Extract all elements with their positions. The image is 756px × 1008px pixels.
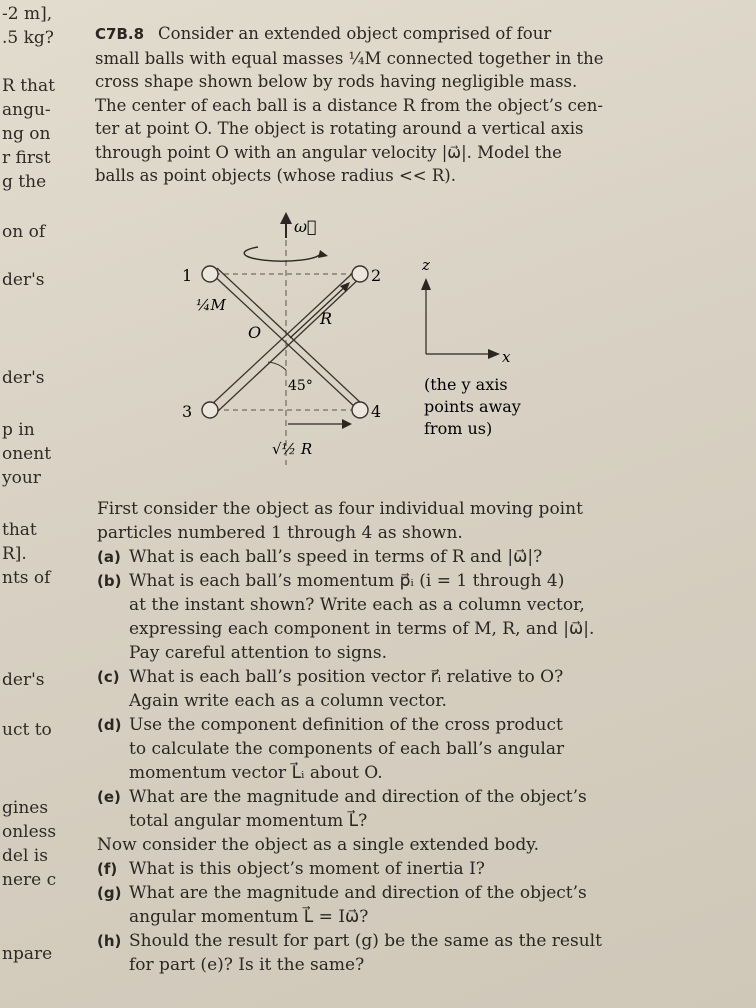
margin-fragment: ng on bbox=[2, 124, 51, 144]
question-f bbox=[97, 857, 742, 881]
question-label: (a) bbox=[97, 548, 121, 566]
ball-4 bbox=[352, 402, 368, 418]
margin-fragment: der's bbox=[2, 270, 45, 290]
margin-fragment: onless bbox=[2, 822, 57, 842]
intro-line: through point O with an angular velocity |ω⃗|. Model the bbox=[95, 142, 562, 162]
x-axis-label: x bbox=[502, 348, 511, 366]
question-line: for part (e)? Is it the same? bbox=[129, 955, 365, 975]
question-list-extended bbox=[97, 857, 742, 977]
margin-fragment: g the bbox=[2, 172, 47, 192]
intro-text: Consider an extended object comprised of four bbox=[158, 24, 552, 43]
rotation-indicator-head bbox=[318, 250, 328, 258]
ball-3-label: 3 bbox=[182, 402, 193, 421]
question-label: (f) bbox=[97, 860, 118, 878]
margin-fragment: your bbox=[2, 468, 41, 488]
question-a bbox=[97, 545, 742, 569]
question-line: What are the magnitude and direction of the object’s bbox=[129, 787, 587, 807]
question-line: What is each ball’s position vector r⃗ᵢ relative to O? bbox=[129, 667, 564, 687]
intro-line: cross shape shown below by rods having negligible mass. bbox=[95, 72, 578, 91]
angle-label: 45° bbox=[288, 378, 313, 394]
cross-shape-diagram bbox=[160, 210, 580, 490]
axis-note-line-2: points away bbox=[424, 397, 521, 416]
margin-fragment: uct to bbox=[2, 720, 52, 740]
margin-fragment: p in bbox=[2, 420, 35, 440]
question-line: What is this object’s moment of inertia I? bbox=[129, 859, 485, 879]
lead-line: First consider the object as four individual moving point bbox=[97, 499, 583, 519]
margin-fragment: on of bbox=[2, 222, 46, 242]
intro-line: ter at point O. The object is rotating around a vertical axis bbox=[95, 119, 584, 138]
problem-intro bbox=[95, 22, 735, 188]
question-c bbox=[97, 665, 742, 713]
margin-fragment: R that bbox=[2, 76, 55, 96]
z-axis-head bbox=[421, 278, 431, 290]
margin-fragment: r first bbox=[2, 148, 51, 168]
r-label: R bbox=[320, 309, 333, 328]
question-b bbox=[97, 569, 742, 665]
margin-fragment: onent bbox=[2, 444, 52, 464]
margin-fragment: .5 kg? bbox=[2, 28, 54, 48]
ball-3 bbox=[202, 402, 218, 418]
axis-note-line-3: from us) bbox=[424, 419, 493, 438]
question-h bbox=[97, 929, 742, 977]
question-line: Should the result for part (g) be the same as the result bbox=[129, 931, 602, 951]
margin-fragment: angu- bbox=[2, 100, 51, 120]
question-label: (e) bbox=[97, 788, 121, 806]
lead-paragraph bbox=[97, 497, 742, 545]
margin-fragment: nts of bbox=[2, 568, 51, 588]
ball-2 bbox=[352, 266, 368, 282]
rod-1-4-a bbox=[210, 272, 356, 408]
margin-fragment: gines bbox=[2, 798, 49, 818]
question-line: momentum vector L⃗ᵢ about O. bbox=[129, 763, 383, 783]
question-line: What is each ball’s momentum p⃗ᵢ (i = 1 through 4) bbox=[129, 571, 565, 591]
lead-line: particles numbered 1 through 4 as shown. bbox=[97, 523, 463, 543]
omega-arrowhead bbox=[280, 212, 292, 224]
question-label: (b) bbox=[97, 572, 122, 590]
question-line: at the instant shown? Write each as a column vector, bbox=[129, 595, 585, 615]
question-line: What is each ball’s speed in terms of R and |ω⃗|? bbox=[129, 547, 543, 567]
r-arrow bbox=[290, 284, 348, 338]
z-axis-label: z bbox=[422, 256, 430, 274]
question-line: What are the magnitude and direction of the object’s bbox=[129, 883, 587, 903]
ball-1-label: 1 bbox=[182, 266, 193, 285]
question-line: total angular momentum L⃗? bbox=[129, 811, 368, 831]
problem-questions bbox=[97, 497, 742, 977]
problem-number: C7B.8 bbox=[95, 25, 145, 43]
margin-fragment: that bbox=[2, 520, 37, 540]
question-label: (c) bbox=[97, 668, 120, 686]
angle-arc bbox=[268, 362, 286, 370]
previous-column-fragment bbox=[0, 0, 80, 1008]
problem-statement bbox=[95, 22, 735, 188]
margin-fragment: -2 m], bbox=[2, 4, 53, 24]
intro-line: small balls with equal masses ¼M connected together in the bbox=[95, 48, 604, 68]
transition-line: Now consider the object as a single extended body. bbox=[97, 835, 540, 855]
question-line: Pay careful attention to signs. bbox=[129, 643, 387, 663]
question-e bbox=[97, 785, 742, 833]
margin-fragment: der's bbox=[2, 368, 45, 388]
omega-label: ω⃗ bbox=[294, 217, 317, 236]
margin-fragment: nere c bbox=[2, 870, 57, 890]
rod-2-3-a bbox=[210, 270, 356, 406]
ball-1 bbox=[202, 266, 218, 282]
question-line: Use the component definition of the cross product bbox=[129, 715, 563, 735]
question-label: (h) bbox=[97, 932, 122, 950]
rotation-indicator bbox=[244, 247, 320, 261]
intro-line: The center of each ball is a distance R from the object’s cen- bbox=[95, 95, 603, 115]
margin-fragment: npare bbox=[2, 944, 53, 964]
question-line: expressing each component in terms of M, R, and |ω⃗|. bbox=[129, 619, 595, 639]
question-d bbox=[97, 713, 742, 785]
ball-2-label: 2 bbox=[371, 266, 382, 285]
margin-fragment: del is bbox=[2, 846, 48, 866]
width-label: √½ R bbox=[272, 440, 313, 458]
question-g bbox=[97, 881, 742, 929]
question-line: angular momentum L⃗ = Iω⃗? bbox=[129, 907, 369, 927]
question-line: to calculate the components of each ball’s angular bbox=[129, 739, 565, 759]
question-line: Again write each as a column vector. bbox=[129, 691, 447, 711]
intro-line: balls as point objects (whose radius << R). bbox=[95, 166, 456, 185]
question-label: (g) bbox=[97, 884, 122, 902]
mass-label: ¼M bbox=[196, 296, 226, 314]
question-label: (d) bbox=[97, 716, 122, 734]
x-axis-head bbox=[488, 349, 500, 359]
origin-label: O bbox=[248, 323, 262, 342]
width-arrowhead bbox=[342, 419, 352, 429]
question-list-particles bbox=[97, 545, 742, 833]
axis-note-line-1: (the y axis bbox=[424, 375, 508, 394]
margin-fragment: der's bbox=[2, 670, 45, 690]
margin-fragment: R]. bbox=[2, 544, 27, 564]
intro-line bbox=[95, 22, 735, 47]
ball-4-label: 4 bbox=[371, 402, 382, 421]
